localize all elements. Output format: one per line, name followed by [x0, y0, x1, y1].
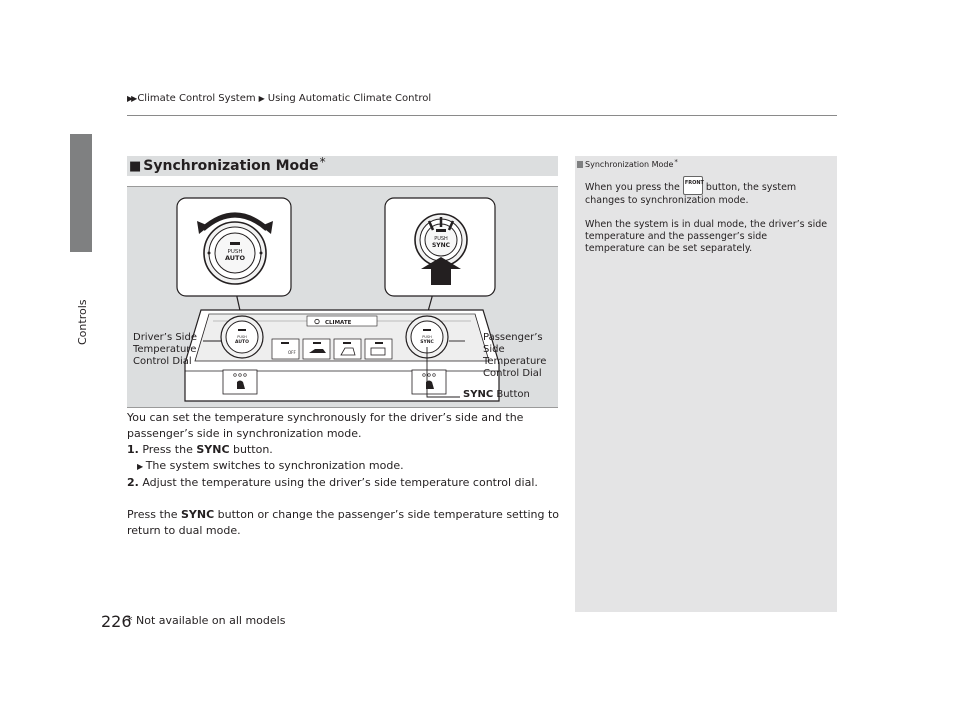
passenger-callout-line: Control Dial — [483, 368, 542, 379]
header-divider — [127, 115, 837, 116]
section-asterisk: * — [319, 155, 326, 169]
step-1-text-end: button. — [229, 443, 273, 456]
driver-callout-line: Control Dial — [133, 356, 192, 367]
driver-callout-line: Driver’s Side — [133, 332, 197, 343]
step-1-text: Press the — [138, 443, 197, 456]
result-arrow-icon: ▶ — [137, 462, 146, 471]
intro-paragraph: You can set the temperature synchronously for the driver’s side and the passenger’s side in synchronization mode. — [127, 411, 524, 440]
breadcrumb — [127, 93, 431, 104]
body-text — [127, 410, 567, 539]
front-defrost-icon — [683, 176, 703, 195]
paragraph-gap — [127, 491, 567, 507]
page-number: 226 — [101, 612, 132, 631]
step-1-number: 1. — [127, 443, 139, 456]
panel-passenger-dial-bottom: SYNC — [420, 340, 434, 345]
notes-gap — [585, 207, 829, 219]
passenger-callout-line: Side — [483, 344, 505, 355]
section-title: Synchronization Mode — [143, 158, 319, 174]
notes-title: Synchronization Mode — [585, 160, 674, 169]
step-2-text: Adjust the temperature using the driver’s side temperature control dial. — [138, 476, 538, 489]
closing-text: Press the — [127, 508, 181, 521]
sidebar-label: Controls — [76, 299, 89, 345]
front-icon-label: FRONT — [684, 180, 704, 186]
closing-paragraph — [127, 507, 567, 539]
notes-body — [585, 176, 829, 255]
breadcrumb-arrow-icon: ▶▶ — [127, 94, 136, 103]
closing-bold: SYNC — [181, 508, 215, 521]
sync-button-callout — [463, 389, 530, 401]
step-1 — [127, 442, 567, 458]
passenger-callout-line: Temperature — [483, 356, 547, 367]
notes-para1-start: When you press the — [585, 182, 680, 193]
closing-text-end: button or change the passenger’s side temperature setting to return to dual mode. — [127, 508, 559, 537]
breadcrumb-item-automatic-climate[interactable]: Using Automatic Climate Control — [267, 93, 432, 104]
step-1-bold: SYNC — [196, 443, 230, 456]
panel-driver-dial-bottom: AUTO — [235, 340, 249, 345]
passenger-dial-callout — [483, 332, 546, 380]
step-1-result — [127, 458, 567, 475]
notes-heading — [577, 157, 678, 169]
sidebar-tab — [70, 134, 92, 252]
panel-climate-label: CLIMATE — [325, 320, 352, 326]
section-heading — [127, 156, 558, 176]
panel-passenger-dial-top: PUSH — [422, 335, 432, 339]
panel-off-label: OFF — [288, 350, 296, 355]
passenger-callout-line: Passenger’s — [483, 332, 543, 343]
panel-driver-dial-top: PUSH — [237, 335, 247, 339]
step-2-number: 2. — [127, 476, 139, 489]
knob-auto-label-top: PUSH — [227, 249, 243, 255]
step-2 — [127, 475, 567, 491]
notes-paragraph-2: When the system is in dual mode, the driver’s side temperature and the passenger’s side temperature can be set separately. — [585, 219, 828, 254]
knob-sync-label-bottom: SYNC — [431, 242, 451, 249]
knob-sync-label-top: PUSH — [434, 236, 448, 242]
footnote: * Not available on all models — [127, 614, 286, 627]
climate-panel-illustration — [127, 186, 558, 408]
driver-dial-callout — [133, 332, 197, 368]
step-1-result-text: The system switches to synchronization mode. — [145, 459, 404, 472]
note-badge-icon — [577, 161, 583, 168]
sync-callout-bold: SYNC — [463, 389, 494, 400]
sync-callout-rest: Button — [493, 389, 530, 400]
notes-panel — [575, 156, 837, 612]
notes-para1-end: button, the system changes to synchronization mode. — [585, 182, 797, 206]
driver-callout-line: Temperature — [133, 344, 197, 355]
knob-auto-label-bottom: AUTO — [224, 254, 246, 262]
notes-asterisk: * — [674, 157, 678, 166]
section-square-icon: ■ — [129, 158, 142, 174]
notes-paragraph-1 — [585, 176, 829, 207]
breadcrumb-arrow-icon: ▶ — [258, 94, 265, 103]
breadcrumb-item-climate-control[interactable]: Climate Control System — [137, 93, 256, 104]
